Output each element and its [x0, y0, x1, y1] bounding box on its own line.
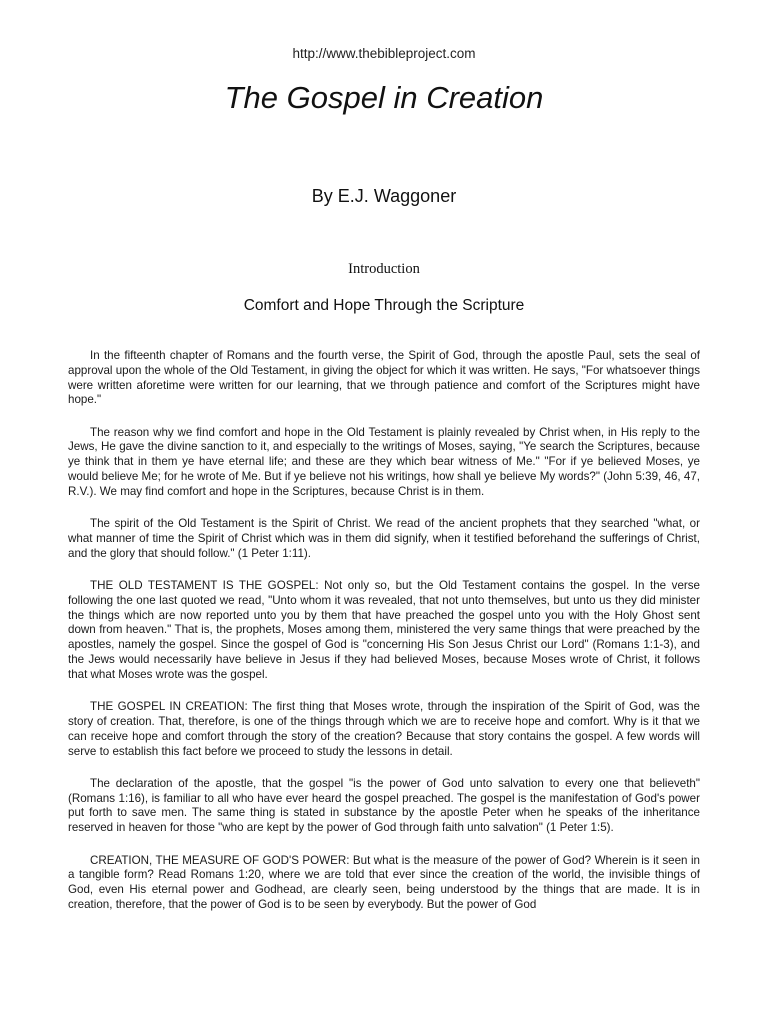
paragraph-7: CREATION, THE MEASURE OF GOD'S POWER: But what is the measure of the power of God? Wherein is it seen in a tangible form? Read Romans 1:20, where we are told that ever since the creation of the world, the invisible things of God, even His eternal power and Godhead, are clearly seen, being understood by the things that are made. It is in creation, therefore, that the power of God is to be seen by everybody. But the power of God: [68, 853, 700, 911]
paragraph-6: The declaration of the apostle, that the gospel "is the power of God unto salvation to every one that believeth" (Romans 1:16), is familiar to all who have ever heard the gospel preached. The gospel is the manifestation of God's power put forth to save men. The same thing is stated in substance by the apostle Peter when he speaks of the inheritance reserved in heaven for those "who are kept by the power of God through faith unto salvation" (1 Peter 1:5).: [68, 776, 700, 835]
paragraph-2: The reason why we find comfort and hope in the Old Testament is plainly revealed by Christ when, in His reply to the Jews, He gave the divine sanction to it, and especially to the writings of Moses, saying, "Ye search the Scriptures, because ye think that in them ye have eternal life; and these are they which bear witness of Me." "For if ye believed Moses, ye would believe Me; for he wrote of Me. But if ye believe not his writings, how shall ye believe My words?" (John 5:39, 46, 47, R.V.). We may find comfort and hope in the Scriptures, because Christ is in them.: [68, 425, 700, 498]
section-subtitle: Comfort and Hope Through the Scripture: [243, 297, 525, 314]
paragraph-4: THE OLD TESTAMENT IS THE GOSPEL: Not only so, but the Old Testament contains the gospel. In the verse following the one last quoted we read, "Unto whom it was revealed, that not unto themselves, but unto us they did minister the things which are now reported unto you by them that have preached the gospel unto you with the Holy Ghost sent down from heaven." That is, the prophets, Moses among them, ministered the very same things that were preached by the apostles, namely the gospel. Since the gospel of God is "concerning His Son Jesus Christ our Lord" (Romans 1:1-3), and the Jews would necessarily have believe in Jesus if they had believed Moses, because Moses wrote of Christ, it follows that what Moses wrote was the gospel.: [68, 579, 700, 681]
paragraph-5: THE GOSPEL IN CREATION: The first thing that Moses wrote, through the inspiration of the Spirit of God, was the story of creation. That, therefore, is one of the things through which we are to receive hope and comfort. Why is it that we can receive hope and comfort through the story of the creation? Because that story contains the gospel. A few words will serve to establish this fact before we proceed to study the lessons in detail.: [68, 700, 700, 758]
paragraph-3: The spirit of the Old Testament is the Spirit of Christ. We read of the ancient prophets that they searched "what, or what manner of time the Spirit of Christ which was in them did signify, when it testified beforehand the sufferings of Christ, and the glory that should follow." (1 Peter 1:11).: [68, 517, 700, 560]
document-author: By E.J. Waggoner: [311, 186, 457, 206]
source-url: http://www.thebibleproject.com: [292, 46, 476, 61]
section-heading: Introduction: [348, 261, 420, 277]
document-body: [68, 349, 700, 930]
document-title: The Gospel in Creation: [224, 80, 544, 115]
paragraph-1: In the fifteenth chapter of Romans and the fourth verse, the Spirit of God, through the apostle Paul, sets the seal of approval upon the whole of the Old Testament, in giving the object for which it was written. He says, "For whatsoever things were written aforetime were written for our learning, that we through patience and comfort of the Scriptures might have hope.": [68, 349, 700, 407]
